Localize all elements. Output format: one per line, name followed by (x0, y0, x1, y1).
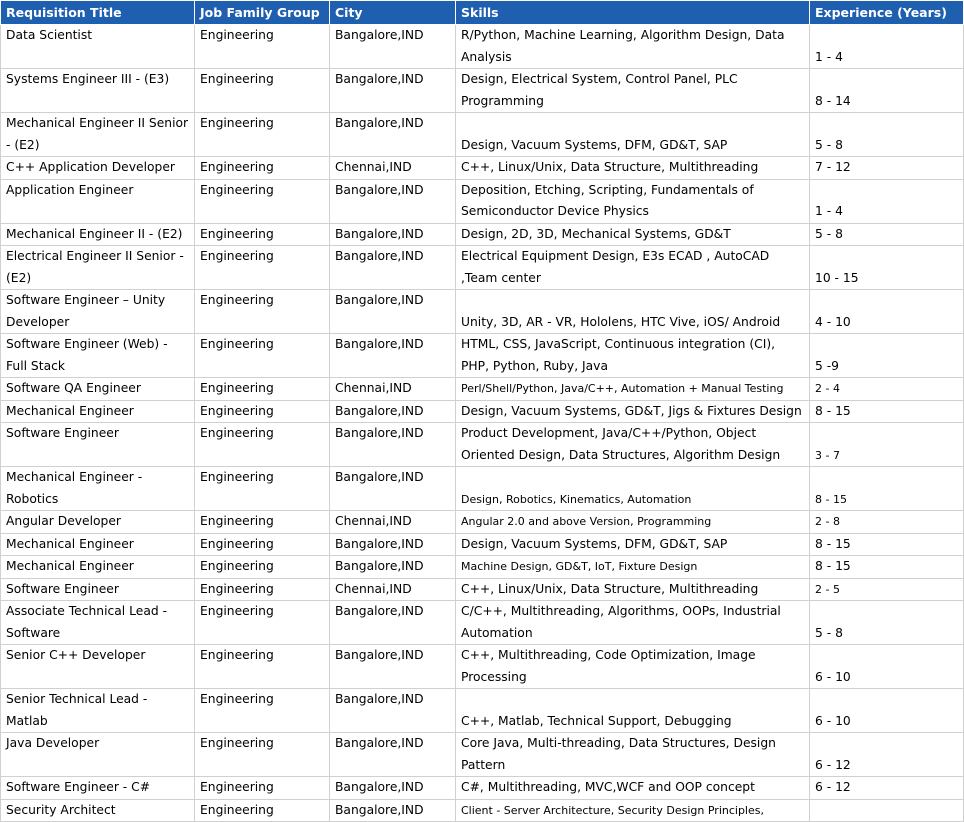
header-skills: Skills (456, 1, 810, 25)
cell-experience: 8 - 15 (810, 556, 964, 579)
cell-experience: 8 - 15 (810, 533, 964, 556)
header-requisition-title: Requisition Title (1, 1, 195, 25)
cell-skills: Deposition, Etching, Scripting, Fundamentals of Semiconductor Device Physics (456, 179, 810, 223)
cell-title: Senior C++ Developer (1, 645, 195, 689)
cell-group: Engineering (195, 556, 330, 579)
cell-experience: 1 - 4 (810, 25, 964, 69)
cell-title: Application Engineer (1, 179, 195, 223)
cell-skills: C++, Matlab, Technical Support, Debugging (456, 689, 810, 733)
table-row (1, 246, 964, 290)
cell-skills: Design, Vacuum Systems, DFM, GD&T, SAP (456, 113, 810, 157)
cell-experience: 6 - 12 (810, 777, 964, 800)
cell-group: Engineering (195, 290, 330, 334)
cell-city: Bangalore,IND (330, 290, 456, 334)
cell-title: Angular Developer (1, 511, 195, 534)
cell-experience: 10 - 15 (810, 246, 964, 290)
cell-experience (810, 799, 964, 822)
table-row (1, 334, 964, 378)
cell-group: Engineering (195, 467, 330, 511)
cell-skills: Core Java, Multi-threading, Data Structures, Design Pattern (456, 733, 810, 777)
cell-skills: HTML, CSS, JavaScript, Continuous integration (CI), PHP, Python, Ruby, Java (456, 334, 810, 378)
cell-city: Bangalore,IND (330, 423, 456, 467)
cell-city: Chennai,IND (330, 578, 456, 601)
cell-skills: C++, Multithreading, Code Optimization, Image Processing (456, 645, 810, 689)
cell-experience: 2 - 5 (810, 578, 964, 601)
cell-title: Mechanical Engineer (1, 400, 195, 423)
cell-city: Bangalore,IND (330, 533, 456, 556)
cell-skills: R/Python, Machine Learning, Algorithm Design, Data Analysis (456, 25, 810, 69)
cell-skills: Electrical Equipment Design, E3s ECAD , AutoCAD ,Team center (456, 246, 810, 290)
cell-city: Bangalore,IND (330, 799, 456, 822)
cell-skills: Unity, 3D, AR - VR, Hololens, HTC Vive, iOS/ Android (456, 290, 810, 334)
cell-city: Bangalore,IND (330, 246, 456, 290)
cell-city: Bangalore,IND (330, 467, 456, 511)
table-row (1, 400, 964, 423)
cell-group: Engineering (195, 511, 330, 534)
cell-city: Chennai,IND (330, 378, 456, 401)
cell-skills: Perl/Shell/Python, Java/C++, Automation + Manual Testing (456, 378, 810, 401)
cell-city: Bangalore,IND (330, 69, 456, 113)
cell-skills: C#, Multithreading, MVC,WCF and OOP concept (456, 777, 810, 800)
table-row (1, 645, 964, 689)
table-row (1, 290, 964, 334)
cell-skills: Client - Server Architecture, Security Design Principles, (456, 799, 810, 822)
cell-title: Mechanical Engineer - Robotics (1, 467, 195, 511)
cell-title: Electrical Engineer II Senior - (E2) (1, 246, 195, 290)
cell-skills: C++, Linux/Unix, Data Structure, Multithreading (456, 157, 810, 180)
cell-group: Engineering (195, 533, 330, 556)
cell-group: Engineering (195, 25, 330, 69)
table-row (1, 799, 964, 822)
header-row (1, 1, 964, 25)
cell-title: Software Engineer - C# (1, 777, 195, 800)
cell-experience: 5 - 8 (810, 223, 964, 246)
cell-city: Chennai,IND (330, 511, 456, 534)
table-row (1, 533, 964, 556)
cell-skills: C++, Linux/Unix, Data Structure, Multithreading (456, 578, 810, 601)
cell-experience: 2 - 4 (810, 378, 964, 401)
table-row (1, 777, 964, 800)
cell-city: Bangalore,IND (330, 645, 456, 689)
cell-title: C++ Application Developer (1, 157, 195, 180)
cell-city: Bangalore,IND (330, 689, 456, 733)
cell-experience: 5 -9 (810, 334, 964, 378)
cell-skills: Design, 2D, 3D, Mechanical Systems, GD&T (456, 223, 810, 246)
table-row (1, 113, 964, 157)
cell-city: Bangalore,IND (330, 25, 456, 69)
table-row (1, 423, 964, 467)
cell-experience: 2 - 8 (810, 511, 964, 534)
cell-title: Mechanical Engineer (1, 556, 195, 579)
table-row (1, 157, 964, 180)
cell-experience: 5 - 8 (810, 601, 964, 645)
cell-skills: Design, Robotics, Kinematics, Automation (456, 467, 810, 511)
cell-experience: 8 - 15 (810, 467, 964, 511)
cell-title: Software QA Engineer (1, 378, 195, 401)
cell-group: Engineering (195, 423, 330, 467)
cell-city: Bangalore,IND (330, 601, 456, 645)
table-row (1, 69, 964, 113)
cell-group: Engineering (195, 246, 330, 290)
table-row (1, 556, 964, 579)
table-row (1, 733, 964, 777)
cell-group: Engineering (195, 69, 330, 113)
cell-city: Bangalore,IND (330, 179, 456, 223)
cell-title: Mechanical Engineer II - (E2) (1, 223, 195, 246)
table-row (1, 511, 964, 534)
cell-group: Engineering (195, 601, 330, 645)
cell-skills: Angular 2.0 and above Version, Programming (456, 511, 810, 534)
cell-title: Software Engineer (Web) - Full Stack (1, 334, 195, 378)
table-row (1, 179, 964, 223)
cell-group: Engineering (195, 578, 330, 601)
cell-experience: 6 - 10 (810, 689, 964, 733)
cell-group: Engineering (195, 777, 330, 800)
cell-title: Java Developer (1, 733, 195, 777)
cell-experience: 1 - 4 (810, 179, 964, 223)
cell-city: Bangalore,IND (330, 733, 456, 777)
cell-title: Software Engineer (1, 578, 195, 601)
cell-city: Bangalore,IND (330, 777, 456, 800)
cell-skills: Design, Vacuum Systems, DFM, GD&T, SAP (456, 533, 810, 556)
header-experience: Experience (Years) (810, 1, 964, 25)
cell-skills: Product Development, Java/C++/Python, Object Oriented Design, Data Structures, Algorithm Design (456, 423, 810, 467)
cell-group: Engineering (195, 645, 330, 689)
cell-skills: C/C++, Multithreading, Algorithms, OOPs, Industrial Automation (456, 601, 810, 645)
cell-experience: 6 - 12 (810, 733, 964, 777)
cell-city: Bangalore,IND (330, 400, 456, 423)
table-row (1, 578, 964, 601)
cell-title: Security Architect (1, 799, 195, 822)
cell-skills: Design, Electrical System, Control Panel, PLC Programming (456, 69, 810, 113)
cell-group: Engineering (195, 157, 330, 180)
cell-city: Bangalore,IND (330, 223, 456, 246)
cell-experience: 7 - 12 (810, 157, 964, 180)
cell-group: Engineering (195, 334, 330, 378)
cell-group: Engineering (195, 400, 330, 423)
header-city: City (330, 1, 456, 25)
cell-experience: 6 - 10 (810, 645, 964, 689)
cell-title: Mechanical Engineer II Senior - (E2) (1, 113, 195, 157)
cell-title: Mechanical Engineer (1, 533, 195, 556)
cell-group: Engineering (195, 378, 330, 401)
cell-experience: 5 - 8 (810, 113, 964, 157)
cell-group: Engineering (195, 689, 330, 733)
cell-title: Senior Technical Lead - Matlab (1, 689, 195, 733)
cell-experience: 8 - 14 (810, 69, 964, 113)
table-row (1, 601, 964, 645)
cell-experience: 3 - 7 (810, 423, 964, 467)
table-row (1, 223, 964, 246)
cell-city: Bangalore,IND (330, 556, 456, 579)
cell-group: Engineering (195, 223, 330, 246)
table-row (1, 467, 964, 511)
header-job-family-group: Job Family Group (195, 1, 330, 25)
cell-group: Engineering (195, 733, 330, 777)
cell-title: Associate Technical Lead - Software (1, 601, 195, 645)
cell-experience: 8 - 15 (810, 400, 964, 423)
cell-city: Bangalore,IND (330, 113, 456, 157)
cell-skills: Machine Design, GD&T, IoT, Fixture Design (456, 556, 810, 579)
cell-city: Bangalore,IND (330, 334, 456, 378)
cell-title: Software Engineer (1, 423, 195, 467)
cell-title: Systems Engineer III - (E3) (1, 69, 195, 113)
table-row (1, 378, 964, 401)
cell-group: Engineering (195, 113, 330, 157)
cell-title: Software Engineer – Unity Developer (1, 290, 195, 334)
table-row (1, 25, 964, 69)
cell-city: Chennai,IND (330, 157, 456, 180)
table-row (1, 689, 964, 733)
cell-experience: 4 - 10 (810, 290, 964, 334)
cell-skills: Design, Vacuum Systems, GD&T, Jigs & Fixtures Design (456, 400, 810, 423)
cell-title: Data Scientist (1, 25, 195, 69)
cell-group: Engineering (195, 179, 330, 223)
cell-group: Engineering (195, 799, 330, 822)
